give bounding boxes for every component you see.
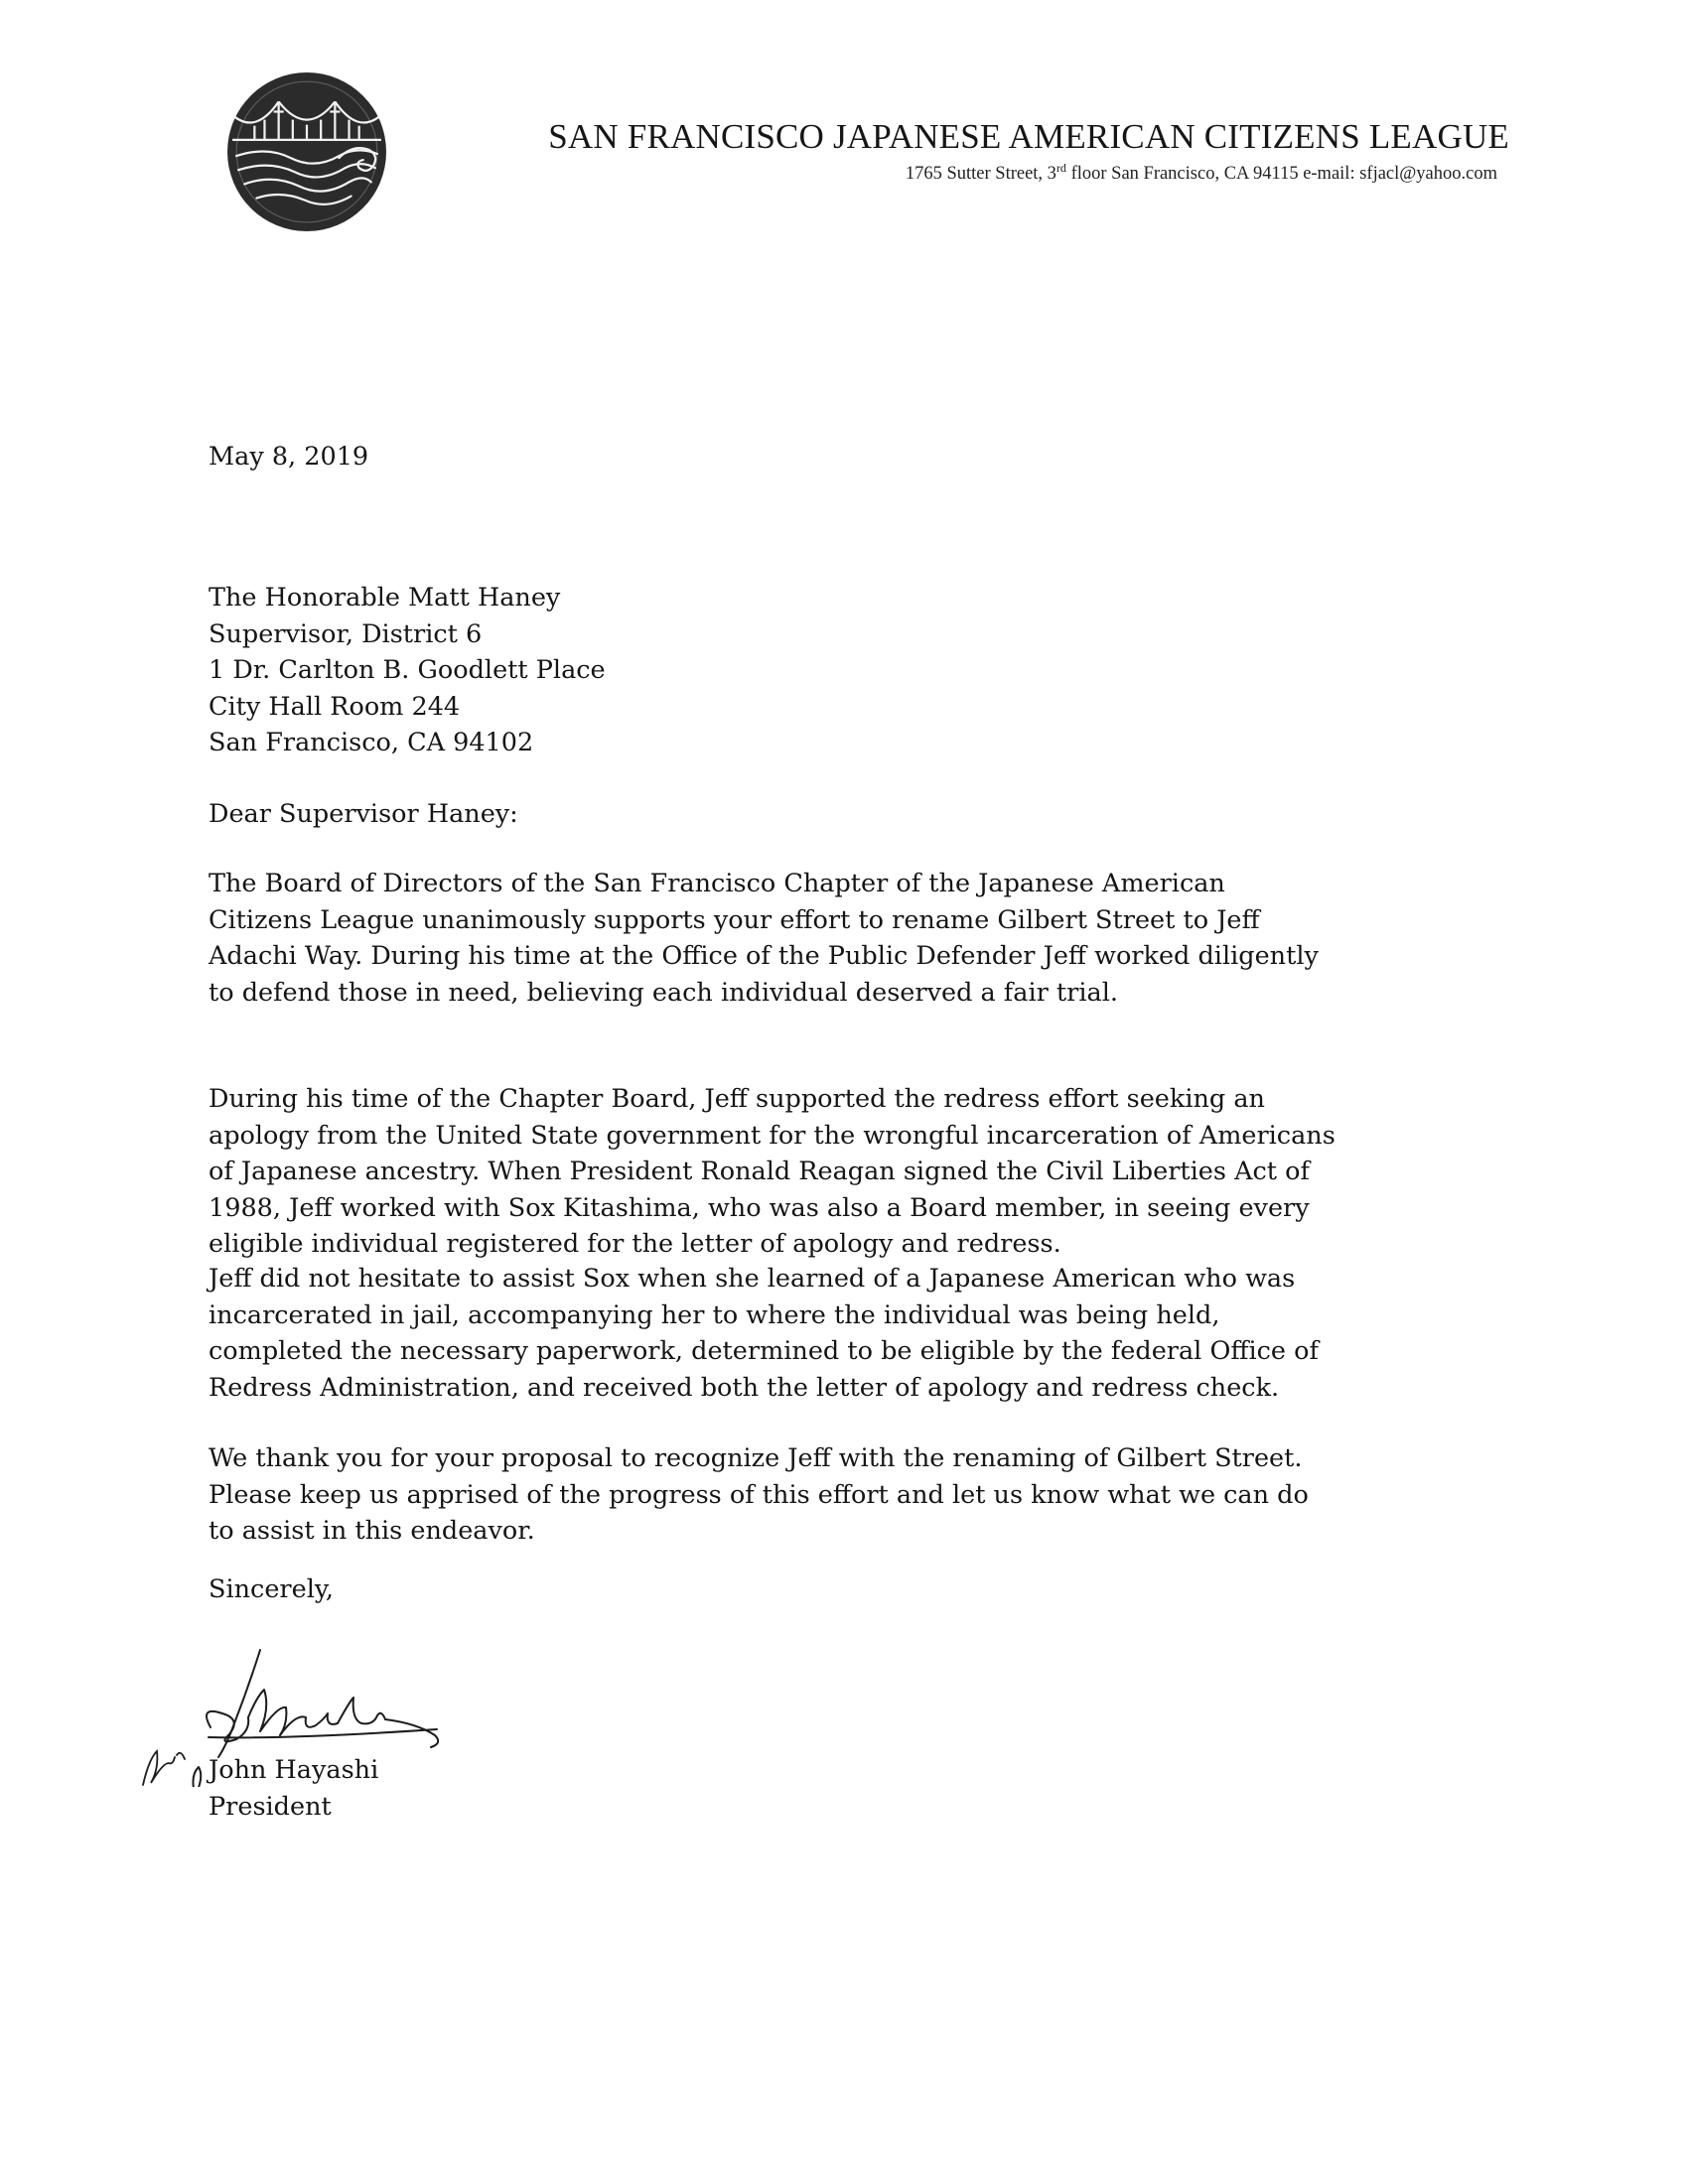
body-paragraph-2 bbox=[209, 1081, 1499, 1263]
recipient-line: Supervisor, District 6 bbox=[209, 618, 483, 649]
recipient-line: The Honorable Matt Haney bbox=[209, 583, 561, 613]
paragraph-line: completed the necessary paperwork, determined to be eligible by the federal Office of bbox=[209, 1336, 1319, 1366]
paragraph-line: apology from the United State government for the wrongful incarceration of Americans bbox=[209, 1120, 1336, 1151]
recipient-line: 1 Dr. Carlton B. Goodlett Place bbox=[209, 655, 606, 685]
closing: Sincerely, bbox=[209, 1574, 334, 1604]
signature-block bbox=[209, 1752, 1499, 1825]
organization-name: SAN FRANCISCO JAPANESE AMERICAN CITIZENS LEAGUE bbox=[548, 117, 1509, 156]
body-paragraph-1 bbox=[209, 866, 1499, 1011]
paragraph-line: to assist in this endeavor. bbox=[209, 1516, 535, 1546]
paragraph-line: incarcerated in jail, accompanying her to where the individual was being held, bbox=[209, 1299, 1220, 1330]
signer-name: John Hayashi bbox=[209, 1755, 379, 1785]
address-city-email: floor San Francisco, CA 94115 e-mail: sfjacl@yahoo.com bbox=[1065, 164, 1497, 185]
paragraph-line: Redress Administration, and received both the letter of apology and redress check. bbox=[209, 1372, 1280, 1403]
letter-date: May 8, 2019 bbox=[209, 442, 369, 472]
paragraph-line: During his time of the Chapter Board, Jeff supported the redress effort seeking an bbox=[209, 1084, 1265, 1114]
paragraph-line: 1988, Jeff worked with Sox Kitashima, who was also a Board member, in seeing every bbox=[209, 1192, 1310, 1223]
salutation: Dear Supervisor Haney: bbox=[209, 799, 518, 829]
address-floor-suffix: rd bbox=[1055, 161, 1066, 175]
organization-address bbox=[437, 161, 1497, 185]
recipient-line: City Hall Room 244 bbox=[209, 691, 461, 722]
body-paragraph-4 bbox=[209, 1440, 1499, 1550]
paragraph-line: Adachi Way. During his time at the Office of the Public Defender Jeff worked diligently bbox=[209, 941, 1319, 971]
paragraph-line: Citizens League unanimously supports your effort to rename Gilbert Street to Jeff bbox=[209, 904, 1260, 935]
paragraph-line: Please keep us apprised of the progress of this effort and let us know what we can do bbox=[209, 1479, 1309, 1510]
paragraph-line: to defend those in need, believing each individual deserved a fair trial. bbox=[209, 977, 1118, 1008]
signer-title: President bbox=[209, 1791, 332, 1822]
recipient-line: San Francisco, CA 94102 bbox=[209, 728, 534, 757]
paragraph-line: We thank you for your proposal to recognize Jeff with the renaming of Gilbert Street. bbox=[209, 1443, 1303, 1473]
golden-gate-bridge-logo-icon bbox=[226, 71, 387, 232]
paragraph-line: Jeff did not hesitate to assist Sox when she learned of a Japanese American who was bbox=[209, 1264, 1296, 1294]
address-street: 1765 Sutter Street, 3 bbox=[905, 164, 1056, 185]
paragraph-line: The Board of Directors of the San Francisco Chapter of the Japanese American bbox=[209, 869, 1225, 898]
paragraph-line: of Japanese ancestry. When President Ronald Reagan signed the Civil Liberties Act of bbox=[209, 1157, 1310, 1186]
body-paragraph-3 bbox=[209, 1261, 1499, 1406]
recipient-address-block bbox=[209, 580, 1499, 761]
paragraph-line: eligible individual registered for the letter of apology and redress. bbox=[209, 1229, 1061, 1259]
